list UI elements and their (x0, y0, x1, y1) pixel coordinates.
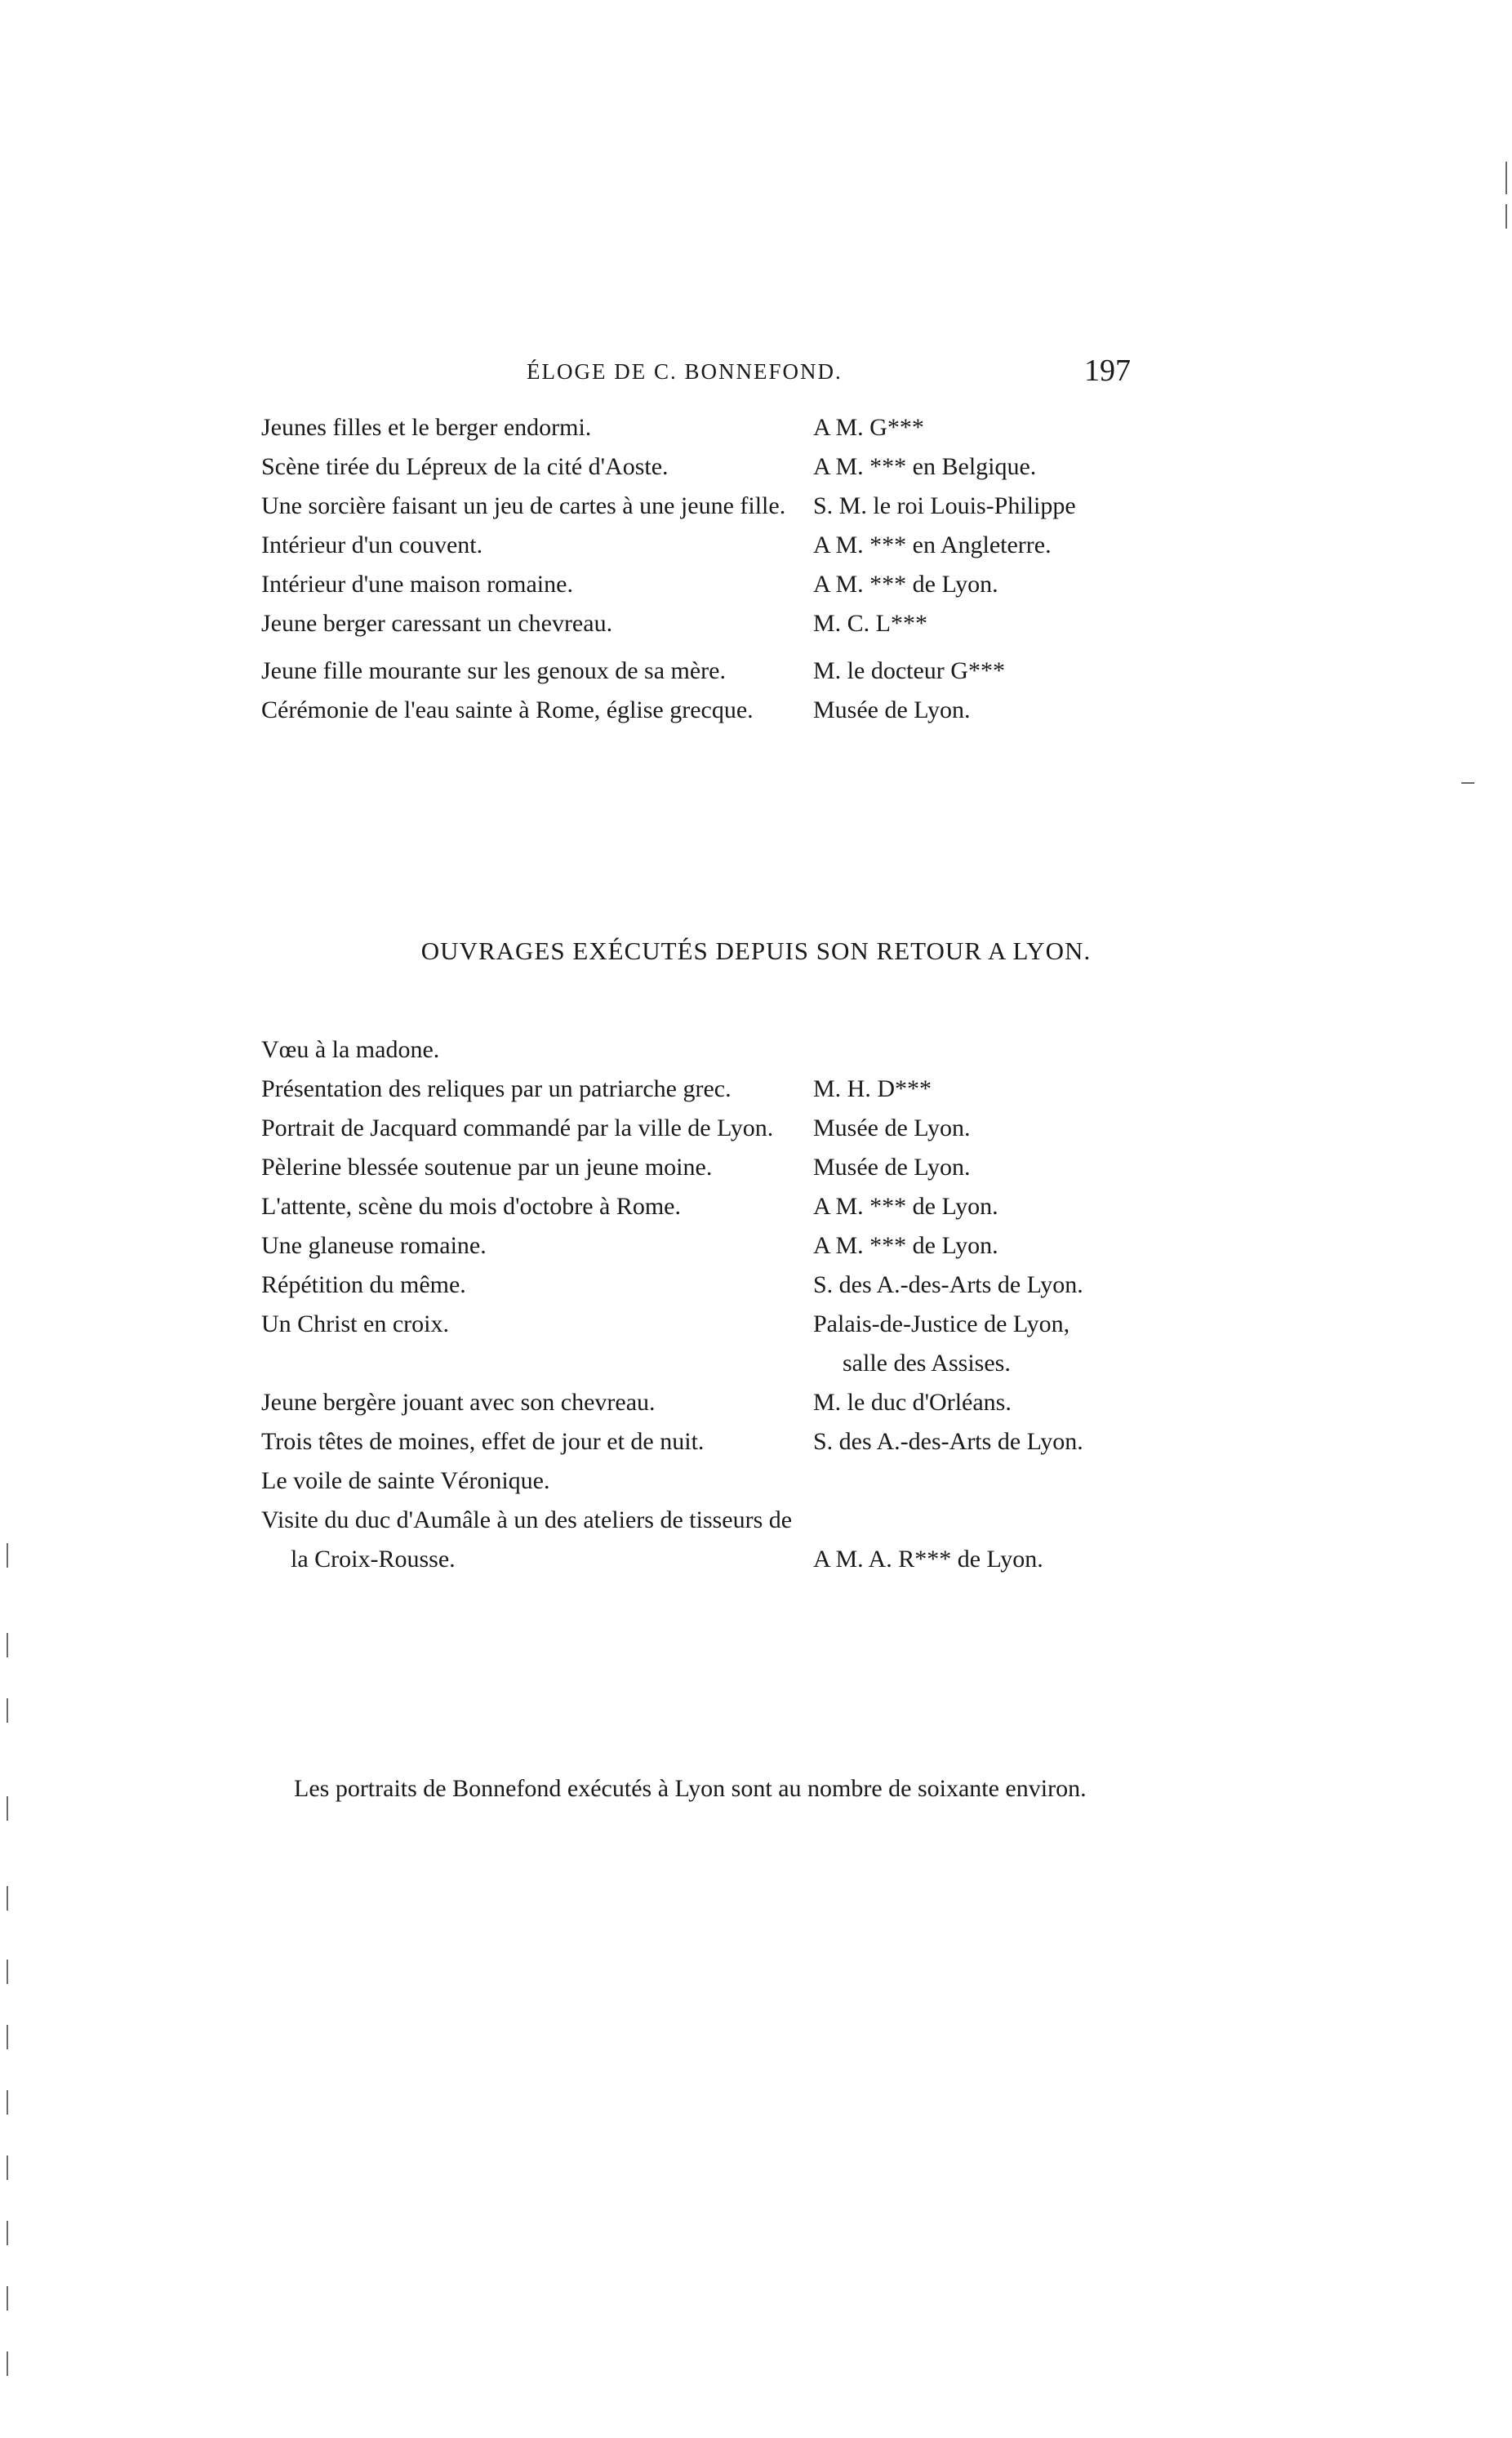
list-item (261, 604, 1167, 643)
scan-edge-mark (7, 1886, 8, 1911)
list-item (261, 565, 1167, 604)
work-owner: A M. G*** (813, 414, 924, 441)
work-owner: Musée de Lyon. (813, 696, 971, 723)
scan-edge-mark (7, 1698, 8, 1723)
work-owner-line2: salle des Assises. (843, 1350, 1011, 1377)
scan-edge-mark (7, 2351, 8, 2376)
running-title: ÉLOGE DE C. BONNEFOND. (527, 359, 843, 384)
work-title: Pèlerine blessée soutenue par un jeune moine. (261, 1154, 713, 1181)
work-title: Scène tirée du Lépreux de la cité d'Aoste. (261, 453, 669, 480)
work-title: Jeunes filles et le berger endormi. (261, 414, 592, 441)
work-title: Une sorcière faisant un jeu de cartes à une jeune fille. (261, 492, 786, 519)
work-title: L'attente, scène du mois d'octobre à Rome. (261, 1193, 681, 1220)
list-item (261, 1305, 1167, 1377)
list-item (261, 1383, 1167, 1422)
work-owner: Musée de Lyon. (813, 1154, 971, 1181)
list-item (261, 1030, 1167, 1070)
scan-edge-mark (7, 2155, 8, 2180)
work-owner (813, 1305, 1172, 1383)
scan-edge-mark (7, 2221, 8, 2245)
work-owner: M. le duc d'Orléans. (813, 1389, 1012, 1416)
list-item (261, 652, 1167, 691)
work-title: Portrait de Jacquard commandé par la ville de Lyon. (261, 1114, 774, 1141)
work-owner: S. M. le roi Louis-Philippe (813, 492, 1076, 519)
work-owner: M. H. D*** (813, 1075, 932, 1102)
work-owner: A M. *** en Angleterre. (813, 532, 1052, 558)
scan-edge-mark (7, 1796, 8, 1821)
list-item (261, 526, 1167, 565)
list-item (261, 1187, 1167, 1226)
work-owner: A M. *** de Lyon. (813, 571, 998, 598)
work-title: Une glaneuse romaine. (261, 1232, 487, 1259)
scan-edge-mark (7, 2090, 8, 2115)
work-title: Un Christ en croix. (261, 1310, 449, 1337)
section-heading: OUVRAGES EXÉCUTÉS DEPUIS SON RETOUR A LYON. (420, 936, 1092, 965)
work-owner: M. le docteur G*** (813, 657, 1005, 684)
work-title: Présentation des reliques par un patriarche grec. (261, 1075, 732, 1102)
work-title: Visite du duc d'Aumâle à un des ateliers de tisseurs de la Croix-Rousse. (261, 1506, 793, 1573)
work-owner: A M. *** de Lyon. (813, 1232, 998, 1259)
work-title: Jeune berger caressant un chevreau. (261, 610, 613, 637)
page-number: 197 (1084, 354, 1131, 388)
work-title: Vœu à la madone. (261, 1036, 440, 1063)
work-owner-line1: Palais-de-Justice de Lyon, (813, 1310, 1070, 1337)
scan-edge-mark (7, 2025, 8, 2049)
work-title: Intérieur d'un couvent. (261, 532, 483, 558)
scan-edge-mark (1505, 162, 1507, 194)
list-item (261, 1070, 1167, 1109)
list-item (261, 1148, 1167, 1187)
work-owner: A M. *** en Belgique. (813, 453, 1037, 480)
work-title: Jeune fille mourante sur les genoux de sa mère. (261, 657, 726, 684)
work-owner: S. des A.-des-Arts de Lyon. (813, 1428, 1083, 1455)
work-title: Cérémonie de l'eau sainte à Rome, église grecque. (261, 696, 754, 723)
work-title: Répétition du même. (261, 1271, 466, 1298)
work-owner: M. C. L*** (813, 610, 928, 637)
list-item (261, 487, 1167, 526)
work-title: Jeune bergère jouant avec son chevreau. (261, 1389, 656, 1416)
list-item (261, 691, 1167, 730)
list-item (261, 1501, 1167, 1579)
page-header (0, 353, 1512, 402)
work-title: Le voile de sainte Véronique. (261, 1467, 550, 1494)
scan-edge-mark (7, 1543, 8, 1568)
works-list-after-return (261, 1030, 1167, 1579)
closing-note: Les portraits de Bonnefond exécutés à Lyon sont au nombre de soixante environ. (294, 1775, 1087, 1802)
work-title: Intérieur d'une maison romaine. (261, 571, 573, 598)
works-list-before-return (261, 408, 1167, 730)
scan-edge-mark (1505, 204, 1507, 229)
work-owner: S. des A.-des-Arts de Lyon. (813, 1271, 1083, 1298)
list-item (261, 1422, 1167, 1461)
work-title: Trois têtes de moines, effet de jour et de nuit. (261, 1428, 705, 1455)
work-owner: A M. *** de Lyon. (813, 1193, 998, 1220)
work-owner: Musée de Lyon. (813, 1114, 971, 1141)
list-item (261, 1226, 1167, 1266)
list-item (261, 447, 1167, 487)
scan-edge-mark (7, 1633, 8, 1657)
list-item (261, 408, 1167, 447)
work-owner: A M. A. R*** de Lyon. (813, 1546, 1043, 1573)
list-item (261, 1266, 1167, 1305)
list-item (261, 1461, 1167, 1501)
scan-edge-mark (7, 2286, 8, 2311)
scan-edge-mark (7, 1960, 8, 1984)
scan-edge-mark (1461, 782, 1474, 784)
list-item (261, 1109, 1167, 1148)
